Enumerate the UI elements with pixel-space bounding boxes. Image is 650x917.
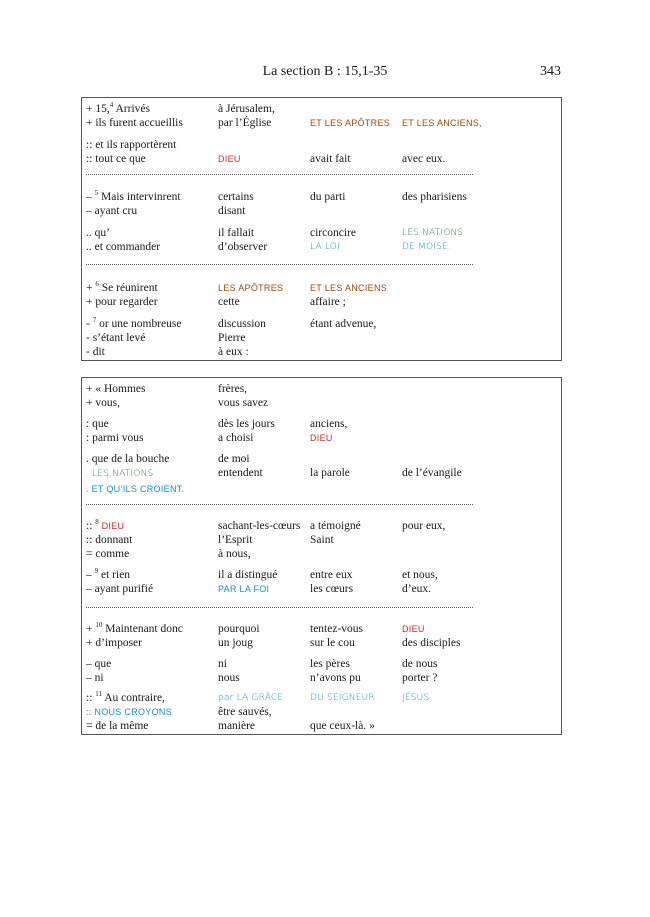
- line-text: : parmi vous: [86, 432, 144, 444]
- column-2-text: a témoigné: [310, 520, 361, 532]
- verse-line-lead: [86, 152, 216, 166]
- verse-line-lead: [86, 519, 216, 533]
- verse-line-lead: [86, 622, 216, 636]
- verse-line-lead: [86, 636, 216, 650]
- verse-line-lead: [86, 396, 216, 410]
- verse-number: 8: [95, 518, 99, 527]
- column-1-text: il a distingué: [218, 569, 278, 581]
- verse-line-lead: [86, 317, 216, 331]
- column-2-text: sur le cou: [310, 637, 355, 649]
- column-1-text: DIEU: [218, 154, 241, 164]
- column-2-text: Saint: [310, 534, 334, 546]
- column-2-text: entre eux: [310, 569, 353, 581]
- column-1-text: vous savez: [218, 397, 269, 409]
- dotted-separator: [86, 264, 473, 265]
- line-text: - dit: [86, 346, 105, 358]
- column-1-text: PAR LA FOI: [218, 584, 270, 594]
- line-text: – ni: [86, 672, 104, 684]
- verse-line-lead: [86, 482, 216, 496]
- verse-line-lead: [86, 431, 216, 445]
- running-title: La section B : 15,1-35: [262, 64, 388, 79]
- column-1-text: disant: [218, 205, 246, 217]
- verse-line-lead: [86, 345, 216, 359]
- column-3-text: des disciples: [402, 637, 461, 649]
- column-2-text: n’avons pu: [310, 672, 361, 684]
- line-text: .. et commander: [86, 241, 161, 253]
- verse-line-lead: [86, 719, 216, 733]
- column-3-text: et nous,: [402, 569, 438, 581]
- verse-line-lead: [86, 657, 216, 671]
- verse-line-lead: [86, 190, 216, 204]
- verse-number: 5: [94, 189, 99, 198]
- line-text: or une nombreuse: [96, 318, 182, 330]
- column-1-text: certains: [218, 191, 254, 203]
- column-2-text: que ceux-là. »: [310, 720, 375, 732]
- column-1-text: manière: [218, 720, 256, 732]
- column-1-text: LES APÔTRES: [218, 283, 284, 293]
- line-text: Au contraire,: [102, 692, 165, 704]
- verse-number: 7: [92, 316, 97, 325]
- column-1-text: il fallait: [218, 227, 255, 239]
- column-2-text: DIEU: [310, 433, 333, 443]
- column-1-text: un joug: [218, 637, 253, 649]
- line-text: .. qu’: [86, 227, 110, 239]
- line-text: :: NOUS CROYONS: [86, 707, 173, 717]
- column-2-text: LA LOI: [310, 242, 340, 252]
- verse-line-lead: [86, 417, 216, 431]
- column-1-text: nous: [218, 672, 240, 684]
- verse-line-lead: [86, 547, 216, 561]
- verse-line-lead: [86, 331, 216, 345]
- line-text: – ayant cru: [86, 205, 138, 217]
- line-text: ::: [86, 692, 96, 704]
- column-3-text: pour eux,: [402, 520, 446, 532]
- line-text: + 15,: [86, 103, 110, 115]
- dotted-separator: [86, 504, 473, 505]
- column-1-text: dès les jours: [218, 418, 275, 430]
- column-3-text: porter ?: [402, 672, 438, 684]
- line-text: + d’imposer: [86, 637, 142, 649]
- text-block-1: [81, 97, 562, 361]
- line-text: DIEU: [98, 521, 125, 531]
- column-3-text: d’eux.: [402, 583, 432, 595]
- line-text: – que: [86, 658, 112, 670]
- line-text: + vous,: [86, 397, 120, 409]
- column-2-text: les cœurs: [310, 583, 354, 595]
- line-text: et rien: [98, 569, 131, 581]
- verse-line-lead: [86, 295, 216, 309]
- verse-number: 6: [95, 280, 99, 289]
- column-3-text: DE MOÏSE.: [402, 242, 452, 252]
- column-1-text: frères,: [218, 383, 248, 395]
- line-text: – ayant purifié: [86, 583, 154, 595]
- column-3-text: de l’évangile: [402, 467, 462, 479]
- line-text: = de la même: [86, 720, 149, 732]
- column-1-text: par l’Église: [218, 117, 272, 129]
- verse-line-lead: [86, 204, 216, 218]
- verse-line-lead: [86, 281, 216, 295]
- verse-line-lead: [86, 138, 216, 152]
- verse-number: 4: [109, 101, 114, 110]
- column-1-text: Pierre: [218, 332, 246, 344]
- column-2-text: DU SEIGNEUR: [310, 693, 375, 703]
- column-2-text: la parole: [310, 467, 350, 479]
- verse-number: 10: [95, 621, 103, 630]
- line-text: ::: [86, 520, 96, 532]
- verse-number: 11: [95, 690, 103, 699]
- line-text: Se réunirent: [98, 282, 158, 294]
- column-1-text: ni: [218, 658, 227, 670]
- column-3-text: de nous: [402, 658, 438, 670]
- verse-line-lead: [86, 226, 216, 240]
- column-2-text: circoncire: [310, 227, 356, 239]
- line-text: + pour regarder: [86, 296, 158, 308]
- column-2-text: les pères: [310, 658, 350, 670]
- verse-line-lead: [86, 582, 216, 596]
- line-text: :: tout ce que: [86, 153, 146, 165]
- verse-line-lead: [86, 466, 216, 480]
- text-block-2: [81, 377, 562, 735]
- column-1-text: d’observer: [218, 241, 268, 253]
- line-text: - s’étant levé: [86, 332, 146, 344]
- line-text: + « Hommes: [86, 383, 146, 395]
- line-text: Arrivés: [113, 103, 150, 115]
- line-text: Maintenant donc: [102, 623, 183, 635]
- column-3-text: des pharisiens: [402, 191, 467, 203]
- verse-line-lead: [86, 452, 216, 466]
- column-1-text: par LA GRÂCE: [218, 693, 284, 703]
- column-1-text: sachant-les-cœurs: [218, 520, 301, 532]
- line-text: :: donnant: [86, 534, 133, 546]
- verse-line-lead: [86, 691, 216, 705]
- column-1-text: de moi: [218, 453, 250, 465]
- verse-line-lead: [86, 533, 216, 547]
- column-1-text: à Jérusalem,: [218, 103, 275, 115]
- column-3-text: ET LES ANCIENS,: [402, 118, 482, 128]
- line-text: . LES NATIONS: [86, 469, 154, 479]
- column-1-text: cette: [218, 296, 240, 308]
- column-2-text: ET LES APÔTRES: [310, 118, 391, 128]
- column-2-text: affaire ;: [310, 296, 346, 308]
- verse-line-lead: [86, 568, 216, 582]
- column-2-text: étant advenue,: [310, 318, 377, 330]
- column-1-text: discussion: [218, 318, 266, 330]
- column-2-text: ET LES ANCIENS: [310, 283, 388, 293]
- line-text: –: [86, 569, 95, 581]
- line-text: +: [86, 623, 96, 635]
- column-1-text: à nous,: [218, 548, 251, 560]
- verse-line-lead: [86, 102, 216, 116]
- line-text: Mais intervinrent: [98, 191, 181, 203]
- column-1-text: être sauvés,: [218, 706, 272, 718]
- verse-line-lead: [86, 705, 216, 719]
- line-text: . ET QU’ILS CROIENT.: [86, 484, 185, 494]
- column-1-text: à eux :: [218, 346, 249, 358]
- column-1-text: a choisi: [218, 432, 254, 444]
- column-1-text: entendent: [218, 467, 263, 479]
- line-text: -: [86, 318, 93, 330]
- column-2-text: avait fait: [310, 153, 351, 165]
- line-text: –: [86, 191, 95, 203]
- line-text: + ils furent accueillis: [86, 117, 183, 129]
- line-text: . que de la bouche: [86, 453, 170, 465]
- verse-line-lead: [86, 116, 216, 130]
- column-1-text: l’Esprit: [218, 534, 253, 546]
- column-2-text: tentez-vous: [310, 623, 364, 635]
- page-number: 343: [540, 64, 561, 79]
- dotted-separator: [86, 607, 473, 608]
- column-2-text: anciens,: [310, 418, 348, 430]
- line-text: = comme: [86, 548, 130, 560]
- column-3-text: DIEU: [402, 624, 425, 634]
- verse-line-lead: [86, 240, 216, 254]
- column-3-text: avec eux.: [402, 153, 446, 165]
- line-text: +: [86, 282, 96, 294]
- line-text: :: et ils rapportèrent: [86, 139, 177, 151]
- line-text: : que: [86, 418, 109, 430]
- verse-number: 9: [94, 567, 99, 576]
- verse-line-lead: [86, 382, 216, 396]
- column-3-text: LES NATIONS: [402, 228, 464, 238]
- column-3-text: JÉSUS: [402, 693, 430, 703]
- column-2-text: du parti: [310, 191, 346, 203]
- verse-line-lead: [86, 671, 216, 685]
- column-1-text: pourquoi: [218, 623, 260, 635]
- dotted-separator: [86, 174, 473, 175]
